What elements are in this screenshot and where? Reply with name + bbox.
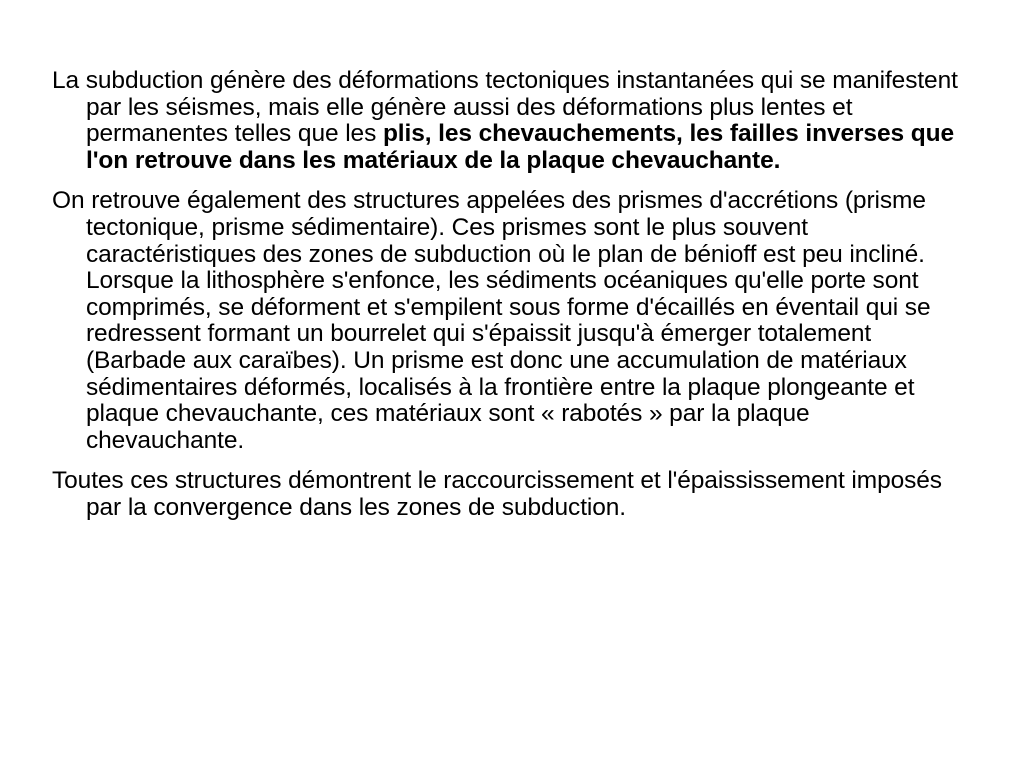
paragraph-bold-text: plis, les chevauchements, les failles inverses que l'on retrouve dans les matériaux de la plaque chevauchante.	[86, 120, 954, 174]
paragraph-accretion-prisms	[52, 188, 973, 454]
paragraph-subduction-deformations	[52, 68, 973, 174]
paragraph-text: On retrouve également des structures appelées des prismes d'accrétions (prisme tectonique, prisme sédimentaire). Ces prismes sont le plus souvent caractéristiques des zones de subduction où le plan de bénioff est peu incliné. Lorsque la lithosphère s'enfonce, les sédiments océaniques qu'elle porte sont comprimés, se déforment et s'empilent sous forme d'écaillés en éventail qui se redressent formant un bourrelet qui s'épaissit jusqu'à émerger totalement (Barbade aux caraïbes). Un prisme est donc une accumulation de matériaux sédimentaires déformés, localisés à la frontière entre la plaque plongeante et plaque chevauchante, ces matériaux sont « rabotés » par la plaque chevauchante.	[52, 187, 931, 454]
paragraph-text: Toutes ces structures démontrent le raccourcissement et l'épaississement imposés par la convergence dans les zones de subduction.	[52, 467, 942, 521]
paragraph-text: La subduction génère des déformations tectoniques instantanées qui se manifestent par les séismes, mais elle génère aussi des déformations plus lentes et permanentes telles que les	[52, 67, 958, 148]
paragraph-conclusion	[52, 468, 973, 521]
